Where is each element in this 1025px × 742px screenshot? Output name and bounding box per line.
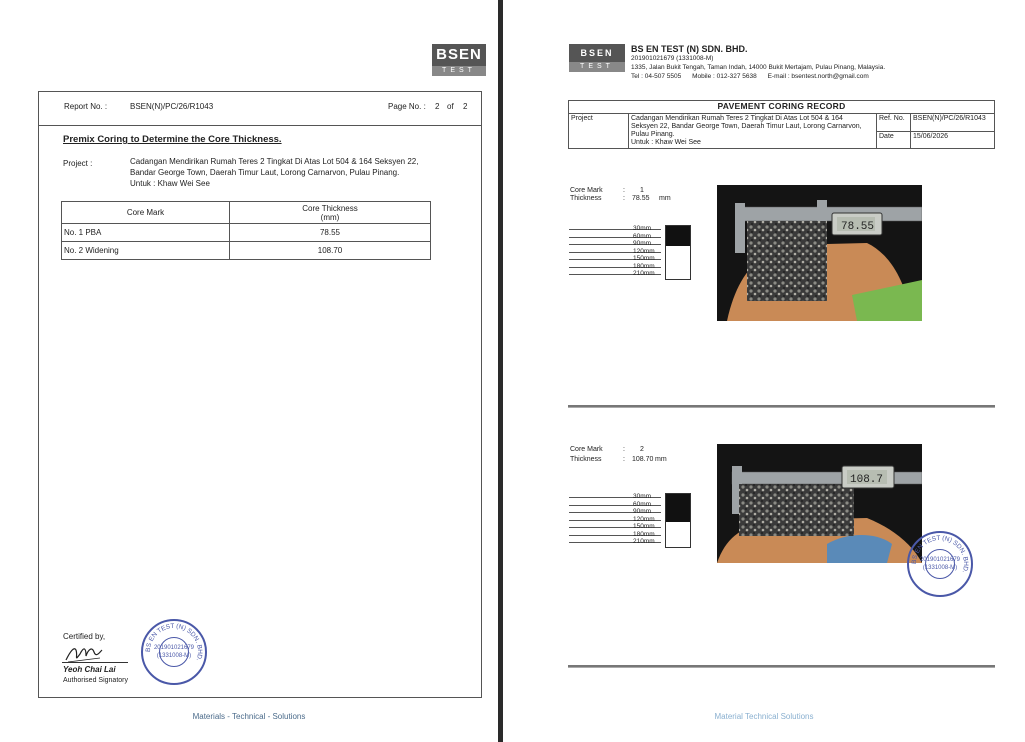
gauge-label: 120mm	[633, 247, 655, 255]
gauge-label: 120mm	[633, 515, 655, 523]
project-line: Bandar George Town, Daerah Timur Laut, Lorong Carnarvon, Pulau Pinang.	[130, 168, 400, 177]
core-mark-value: 2	[640, 446, 644, 453]
gauge-label: 90mm	[633, 240, 652, 247]
gauge-label: 30mm	[633, 225, 652, 232]
gauge-label: 210mm	[633, 270, 655, 277]
gauge-label: 30mm	[633, 493, 652, 500]
project-line: Cadangan Mendirikan Rumah Teres 2 Tingkat Di Atas Lot 504 & 164 Seksyen 22,	[130, 157, 419, 166]
core-mark-cell: No. 2 Widening	[62, 242, 230, 260]
gauge-label: 60mm	[633, 500, 652, 508]
date-value: 15/06/2026	[911, 131, 995, 149]
section-separator	[568, 665, 995, 668]
gauge-label: 180mm	[633, 530, 655, 538]
company-reg: 201901021679 (1331008-M)	[631, 55, 714, 62]
caliper-reading: 108.7	[850, 474, 884, 486]
col-core-thickness: Core Thickness (mm)	[230, 202, 431, 224]
page-total: 2	[463, 102, 468, 111]
signature-line	[62, 662, 128, 663]
core-thickness-fill	[666, 226, 690, 246]
stamp-reg-line: 201901021679	[919, 557, 961, 563]
company-address: 1335, Jalan Bukit Tengah, Taman Indah, 14000 Bukit Mertajam, Pulau Pinang, Malaysia.	[631, 64, 886, 71]
date-label: Date	[877, 131, 911, 149]
core-mark-value: 1	[640, 187, 644, 194]
report-no-value: BSEN(N)/PC/26/R1043	[130, 102, 214, 111]
col-core-mark: Core Mark	[62, 202, 230, 224]
core-mark-label: Core Mark	[570, 187, 603, 194]
stamp-reg-line: 201901021679	[153, 645, 195, 651]
core-thickness-cell: 78.55	[230, 224, 431, 242]
core-thickness-tube	[665, 493, 691, 548]
company-name: BS EN TEST (N) SDN. BHD.	[631, 44, 748, 54]
ref-value: BSEN(N)/PC/26/R1043	[911, 114, 995, 132]
stamp-reg-line: (1331008-M)	[922, 565, 958, 571]
bsen-logo: BSEN TEST	[569, 44, 625, 72]
coring-record-page: BSEN TEST BS EN TEST (N) SDN. BHD. 201901021679 (1331008-M) 1335, Jalan Bukit Tengah, Taman Indah, 14000 Bukit Mertajam, Pulau Pinang, Malaysia. Tel : 04-507 5505 Mobile : 012-327 5638 E-mail : bsentest.north@gmail.com PAVEMENT CORING RECORD Project Cadangan Mendirikan Rumah Teres 2 Tingkat Di Atas Lot 504 & 164 Seksyen 22, Bandar George Town, Daerah Timur Laut, Lorong Carnarvon, Pulau Pinang. Untuk : Khaw Wei See Ref. No. BSEN(N)/PC/26/R1043 Date 15/06/2026 Core Mark : 1 Thickness : 78.55 mm 30mm 60mm 90mm 120mm 150mm 180mm 210mm 78.55 Core Mark : 2 Thickness : 108.70 mm 30mm 60mm 90mm 120mm 150mm 180mm 210mm 108.7 BS EN TEST (N) SDN. BHD. 201901021679 (1331008-M) Material Technical Solutions	[503, 0, 1025, 742]
signatory-name: Yeoh Chai Lai	[63, 665, 116, 674]
page-no-label: Page No. :	[388, 102, 426, 111]
project-details: Cadangan Mendirikan Rumah Teres 2 Tingkat Di Atas Lot 504 & 164 Seksyen 22, Bandar George Town, Daerah Timur Laut, Lorong Carnarvon, Pulau Pinang. Untuk : Khaw Wei See	[629, 114, 877, 149]
svg-text:BS EN TEST (N) SDN. BHD.: BS EN TEST (N) SDN. BHD.	[910, 534, 970, 574]
thickness-gauge	[569, 493, 693, 545]
core-thickness-cell: 108.70	[230, 242, 431, 260]
gauge-label: 90mm	[633, 508, 652, 515]
core-sample-photo	[717, 185, 922, 321]
gauge-label: 210mm	[633, 538, 655, 545]
bsen-logo: BSEN TEST	[432, 44, 486, 76]
section-separator	[568, 405, 995, 408]
report-summary-page	[0, 0, 498, 742]
report-frame	[38, 91, 482, 698]
gauge-label: 180mm	[633, 262, 655, 270]
page-no-value: 2	[435, 102, 440, 111]
report-heading: Premix Coring to Determine the Core Thickness.	[63, 134, 282, 145]
ref-label: Ref. No.	[877, 114, 911, 132]
page-footer: Material Technical Solutions	[714, 712, 814, 721]
page-of: of	[447, 102, 454, 111]
thickness-value: 108.70	[632, 456, 654, 463]
core-thickness-fill	[666, 494, 690, 522]
gauge-label: 150mm	[633, 523, 655, 530]
table-row	[62, 224, 431, 242]
company-contact: Tel : 04-507 5505 Mobile : 012-327 5638 E-mail : bsentest.north@gmail.com	[631, 73, 869, 80]
company-stamp	[141, 619, 207, 685]
page-footer: Materials - Technical - Solutions	[192, 712, 306, 721]
project-label: Project :	[63, 159, 93, 168]
thickness-value: 78.55	[632, 195, 650, 202]
report-no-label: Report No. :	[64, 102, 108, 111]
coring-record-table	[568, 100, 995, 149]
gauge-label: 60mm	[633, 232, 652, 240]
thickness-unit: mm	[659, 195, 671, 202]
certified-by: Certified by,	[63, 632, 106, 641]
caliper-reading: 78.55	[841, 221, 875, 233]
signature-scribble	[64, 642, 104, 664]
project-label: Project	[569, 114, 629, 149]
stamp-reg-line: (1331008-M)	[156, 653, 192, 659]
thickness-label: Thickness	[570, 456, 602, 463]
thickness-label: Thickness	[570, 195, 602, 202]
gauge-label: 150mm	[633, 255, 655, 262]
company-header	[631, 44, 885, 81]
core-thickness-tube	[665, 225, 691, 280]
frame-divider	[39, 125, 481, 126]
thickness-unit: mm	[655, 456, 667, 463]
record-title: PAVEMENT CORING RECORD	[569, 101, 995, 114]
company-stamp	[907, 531, 973, 597]
project-line: Untuk : Khaw Wei See	[130, 179, 210, 188]
table-header-row	[62, 202, 431, 224]
core-mark-cell: No. 1 PBA	[62, 224, 230, 242]
signatory-title: Authorised Signatory	[63, 677, 128, 684]
core-thickness-table	[61, 201, 431, 260]
thickness-gauge	[569, 225, 693, 277]
core-mark-label: Core Mark	[570, 446, 603, 453]
svg-text:BS EN TEST (N) SDN. BHD.: BS EN TEST (N) SDN. BHD.	[144, 622, 204, 662]
table-row	[62, 242, 431, 260]
core-sample-photo	[717, 444, 922, 563]
